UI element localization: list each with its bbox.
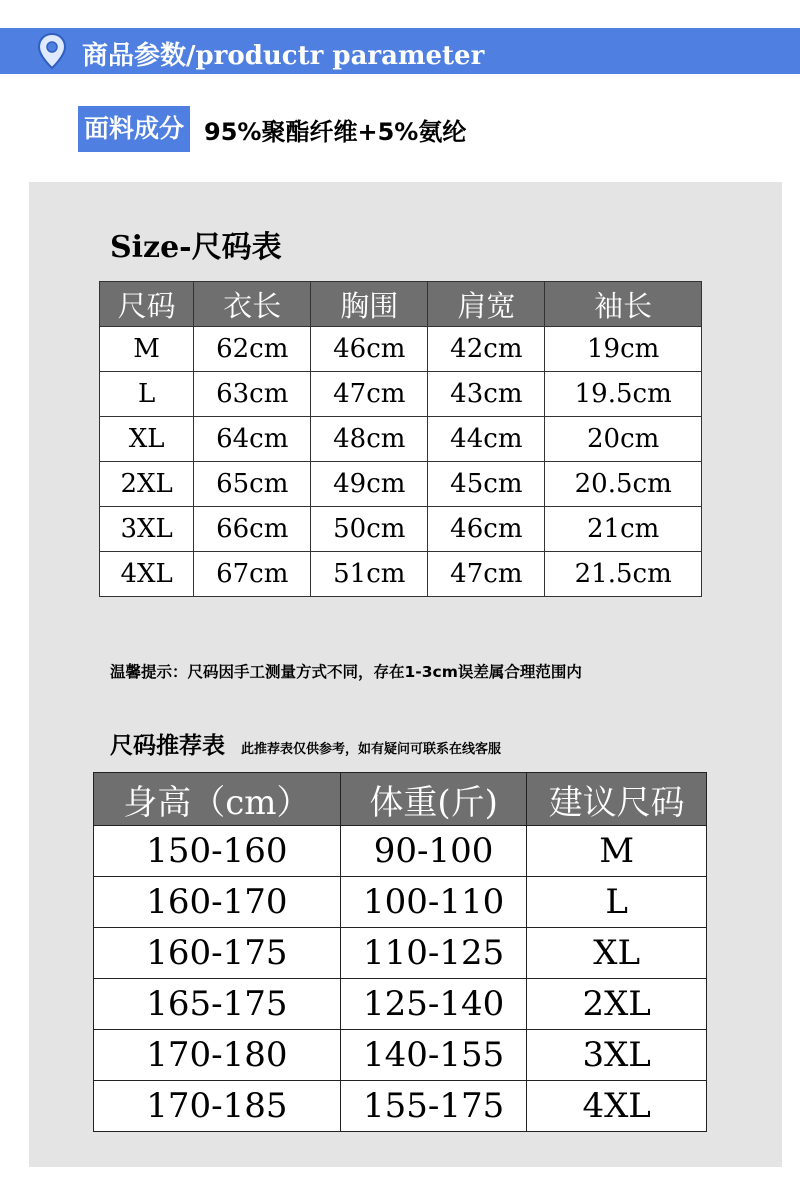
- size-table-cell: 44cm: [428, 417, 545, 462]
- size-table-cell: 4XL: [100, 552, 194, 597]
- recommendation-table-cell: 160-175: [94, 928, 341, 979]
- size-table-row: [100, 372, 702, 417]
- size-table-cell: 49cm: [311, 462, 428, 507]
- size-table-cell: 48cm: [311, 417, 428, 462]
- size-table-cell: 47cm: [311, 372, 428, 417]
- size-table-cell: 21.5cm: [545, 552, 702, 597]
- size-table: [99, 281, 702, 597]
- recommendation-table-cell: 160-170: [94, 877, 341, 928]
- location-pin-icon: [36, 32, 68, 70]
- recommendation-table-cell: 125-140: [340, 979, 527, 1030]
- recommendation-table-row: [94, 826, 707, 877]
- fabric-value: 95%聚酯纤维+5%氨纶: [204, 117, 467, 146]
- size-table-row: [100, 417, 702, 462]
- size-table-cell: 19.5cm: [545, 372, 702, 417]
- recommendation-title: 尺码推荐表: [110, 733, 225, 759]
- size-table-row: [100, 507, 702, 552]
- recommendation-table-cell: 3XL: [527, 1030, 707, 1081]
- recommendation-table-cell: 170-185: [94, 1081, 341, 1132]
- recommendation-table-row: [94, 1081, 707, 1132]
- recommendation-table-cell: 155-175: [340, 1081, 527, 1132]
- recommendation-table-row: [94, 928, 707, 979]
- size-table-cell: 46cm: [311, 327, 428, 372]
- recommendation-title-row: [110, 727, 501, 760]
- size-table-row: [100, 552, 702, 597]
- size-table-cell: 3XL: [100, 507, 194, 552]
- recommendation-table-row: [94, 979, 707, 1030]
- size-table-cell: 43cm: [428, 372, 545, 417]
- recommendation-table-cell: 100-110: [340, 877, 527, 928]
- recommendation-table-header-cell: 体重(斤): [340, 773, 527, 826]
- size-table-cell: 45cm: [428, 462, 545, 507]
- size-table-cell: M: [100, 327, 194, 372]
- size-table-cell: 62cm: [194, 327, 311, 372]
- recommendation-table-row: [94, 1030, 707, 1081]
- size-table-cell: 67cm: [194, 552, 311, 597]
- recommendation-table-cell: M: [527, 826, 707, 877]
- size-table-cell: 2XL: [100, 462, 194, 507]
- size-table-row: [100, 462, 702, 507]
- recommendation-table-cell: 170-180: [94, 1030, 341, 1081]
- size-table-cell: 63cm: [194, 372, 311, 417]
- size-table-cell: 64cm: [194, 417, 311, 462]
- size-table-header-cell: 胸围: [311, 282, 428, 327]
- header-bar: [0, 28, 800, 74]
- size-table-row: [100, 327, 702, 372]
- size-chart-title: Size-尺码表: [110, 230, 282, 265]
- size-table-cell: 50cm: [311, 507, 428, 552]
- recommendation-table: [93, 772, 707, 1132]
- size-table-cell: 19cm: [545, 327, 702, 372]
- recommendation-table-header-cell: 身高（cm）: [94, 773, 341, 826]
- recommendation-table-cell: L: [527, 877, 707, 928]
- size-table-header-row: [100, 282, 702, 327]
- recommendation-table-cell: 90-100: [340, 826, 527, 877]
- recommendation-table-cell: 4XL: [527, 1081, 707, 1132]
- size-table-cell: 46cm: [428, 507, 545, 552]
- size-table-cell: 47cm: [428, 552, 545, 597]
- recommendation-table-cell: 165-175: [94, 979, 341, 1030]
- size-table-cell: XL: [100, 417, 194, 462]
- recommendation-table-header-cell: 建议尺码: [527, 773, 707, 826]
- recommendation-table-cell: 140-155: [340, 1030, 527, 1081]
- size-table-cell: 20.5cm: [545, 462, 702, 507]
- size-table-header-cell: 尺码: [100, 282, 194, 327]
- recommendation-note: 此推荐表仅供参考，如有疑问可联系在线客服: [241, 742, 502, 757]
- recommendation-table-row: [94, 877, 707, 928]
- size-table-cell: L: [100, 372, 194, 417]
- header-title: 商品参数/productr parameter: [82, 41, 485, 71]
- size-table-header-cell: 袖长: [545, 282, 702, 327]
- size-info-panel: [29, 182, 782, 1167]
- size-table-cell: 42cm: [428, 327, 545, 372]
- fabric-label: 面料成分: [78, 106, 190, 152]
- fabric-row: [78, 106, 466, 152]
- measurement-tip: 温馨提示：尺码因手工测量方式不同，存在1-3cm误差属合理范围内: [110, 663, 582, 681]
- size-table-cell: 21cm: [545, 507, 702, 552]
- size-table-cell: 51cm: [311, 552, 428, 597]
- size-table-header-cell: 衣长: [194, 282, 311, 327]
- recommendation-table-header-row: [94, 773, 707, 826]
- size-table-header-cell: 肩宽: [428, 282, 545, 327]
- recommendation-table-cell: 2XL: [527, 979, 707, 1030]
- recommendation-table-cell: 150-160: [94, 826, 341, 877]
- size-table-cell: 20cm: [545, 417, 702, 462]
- size-table-cell: 66cm: [194, 507, 311, 552]
- recommendation-table-cell: XL: [527, 928, 707, 979]
- recommendation-table-cell: 110-125: [340, 928, 527, 979]
- size-table-cell: 65cm: [194, 462, 311, 507]
